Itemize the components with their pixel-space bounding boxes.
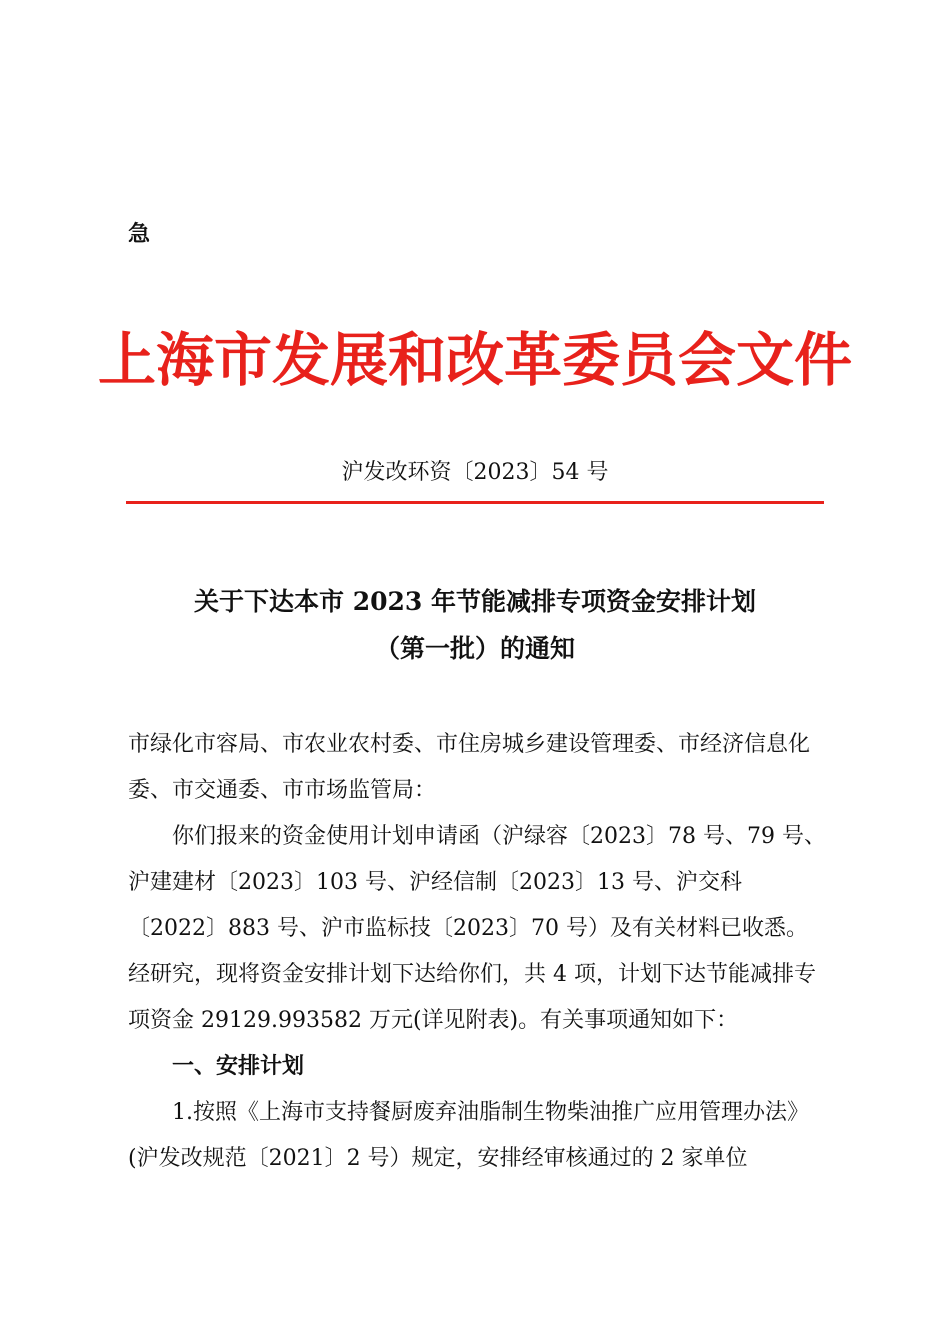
red-divider-line xyxy=(126,501,824,504)
body-paragraph-2: 1.按照《上海市支持餐厨废弃油脂制生物柴油推广应用管理办法》(沪发改规范〔2021〕2 号）规定，安排经审核通过的 2 家单位 xyxy=(128,1100,809,1171)
body-paragraph-1: 你们报来的资金使用计划申请函（沪绿容〔2023〕78 号、79 号、沪建建材〔2023〕103 号、沪经信制〔2023〕13 号、沪交科〔2022〕883 号、沪市监标技〔2023〕70 号）及有关材料已收悉。经研究，现将资金安排计划下达给你们，共 4 项，计划下达节能减排专项资金 29129.993582 万元(详见附表)。有关事项通知如下： xyxy=(128,824,826,1033)
notice-title-line-1: 关于下达本市 2023 年节能减排专项资金安排计划 xyxy=(194,587,756,616)
recipients-paragraph: 市绿化市容局、市农业农村委、市住房城乡建设管理委、市经济信息化委、市交通委、市市场监管局： xyxy=(128,732,811,803)
section-heading: 一、安排计划 xyxy=(172,1054,305,1079)
urgency-mark: 急 xyxy=(128,222,151,247)
issuing-organization-title: 上海市发展和改革委员会文件 xyxy=(97,326,852,394)
notice-title-line-2: （第一批）的通知 xyxy=(374,634,575,663)
document-number: 沪发改环资〔2023〕54 号 xyxy=(341,460,609,485)
